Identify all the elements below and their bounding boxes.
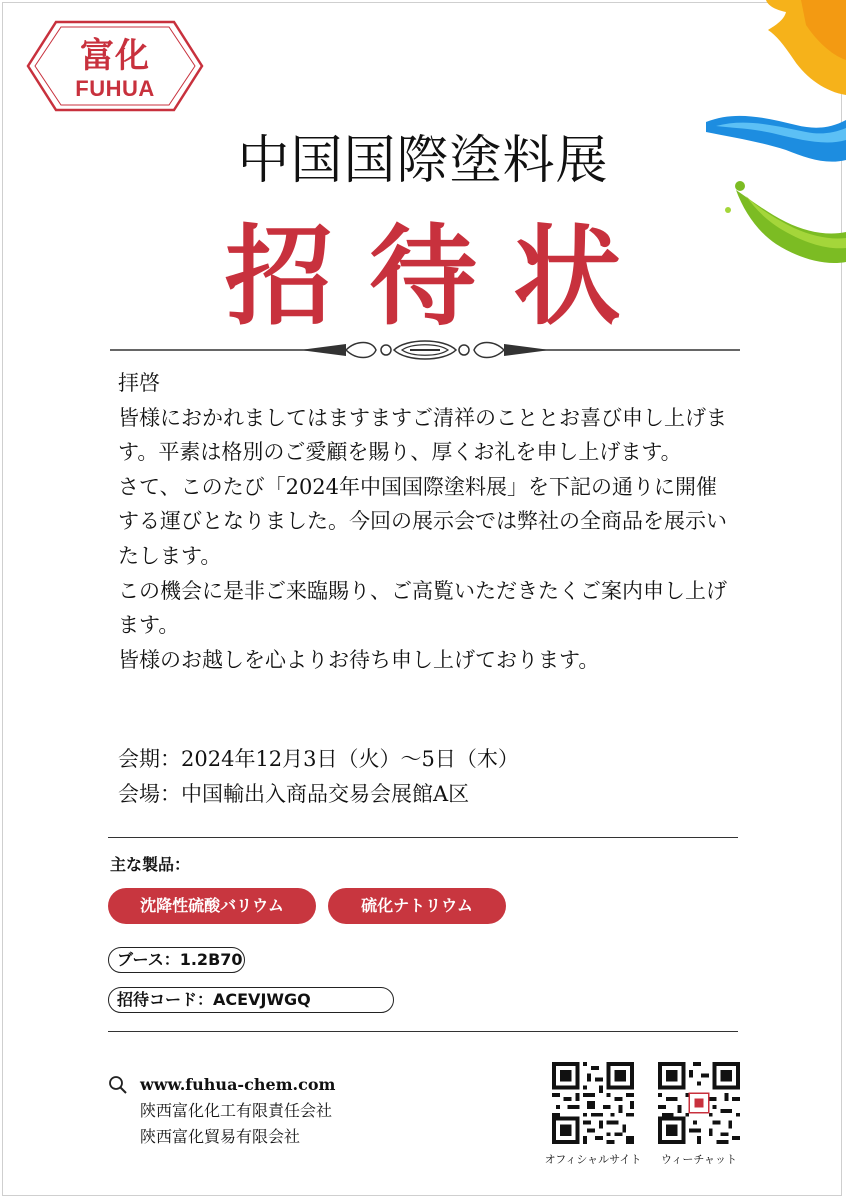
divider-line xyxy=(108,837,738,838)
product-badge-sodium-sulfide: 硫化ナトリウム xyxy=(328,888,506,924)
product-badge-barium-sulfate: 沈降性硫酸バリウム xyxy=(108,888,316,924)
greeting: 拝啓 xyxy=(118,371,160,395)
search-icon xyxy=(108,1075,128,1095)
letter-paragraph: この機会に是非ご来臨賜り、ご高覧いただきたくご案内申し上げます。 xyxy=(118,578,727,638)
qr-caption-website: オフィシャルサイト xyxy=(544,1153,642,1166)
letter-paragraph: 皆様のお越しを心よりお待ち申し上げております。 xyxy=(118,647,600,672)
letter-body xyxy=(118,366,738,677)
logo-kanji: 富化 xyxy=(80,36,150,76)
footer-contact xyxy=(140,1072,335,1150)
products-label: 主な製品： xyxy=(110,855,191,874)
event-info xyxy=(118,742,738,811)
fuhua-logo xyxy=(26,14,204,114)
company-name: 陝西富化貿易有限会社 xyxy=(140,1127,301,1146)
invitation-heading: 招待状 xyxy=(224,214,657,340)
letter-paragraph: 皆様におかれましてはますますご清祥のこととお喜び申し上げます。平素は格別のご愛顧を賜り、厚くお礼を申し上げます。 xyxy=(118,405,727,465)
event-period: 会期：2024年12月3日（火）～5日（木） xyxy=(118,747,519,771)
qr-code-website xyxy=(552,1062,634,1144)
ornamental-divider xyxy=(110,338,740,362)
event-venue: 会場：中国輸出入商品交易会展館A区 xyxy=(118,781,470,806)
booth-badge: ブース：1.2B70 xyxy=(108,947,245,973)
logo-latin: FUHUA xyxy=(75,76,155,101)
qr-caption-wechat: ウィーチャット xyxy=(660,1153,737,1166)
exhibition-title: 中国国際塗料展 xyxy=(237,131,609,191)
divider-line xyxy=(108,1031,738,1032)
invite-code-badge: 招待コード：ACEVJWGQ xyxy=(108,987,394,1013)
qr-code-wechat xyxy=(658,1062,740,1144)
website-url[interactable]: www.fuhua-chem.com xyxy=(140,1075,336,1094)
company-name: 陝西富化化工有限責任会社 xyxy=(140,1101,333,1120)
letter-paragraph: さて、このたび「2024年中国国際塗料展」を下記の通りに開催する運びとなりました。今回の展示会では弊社の全商品を展示いたします。 xyxy=(118,474,727,568)
